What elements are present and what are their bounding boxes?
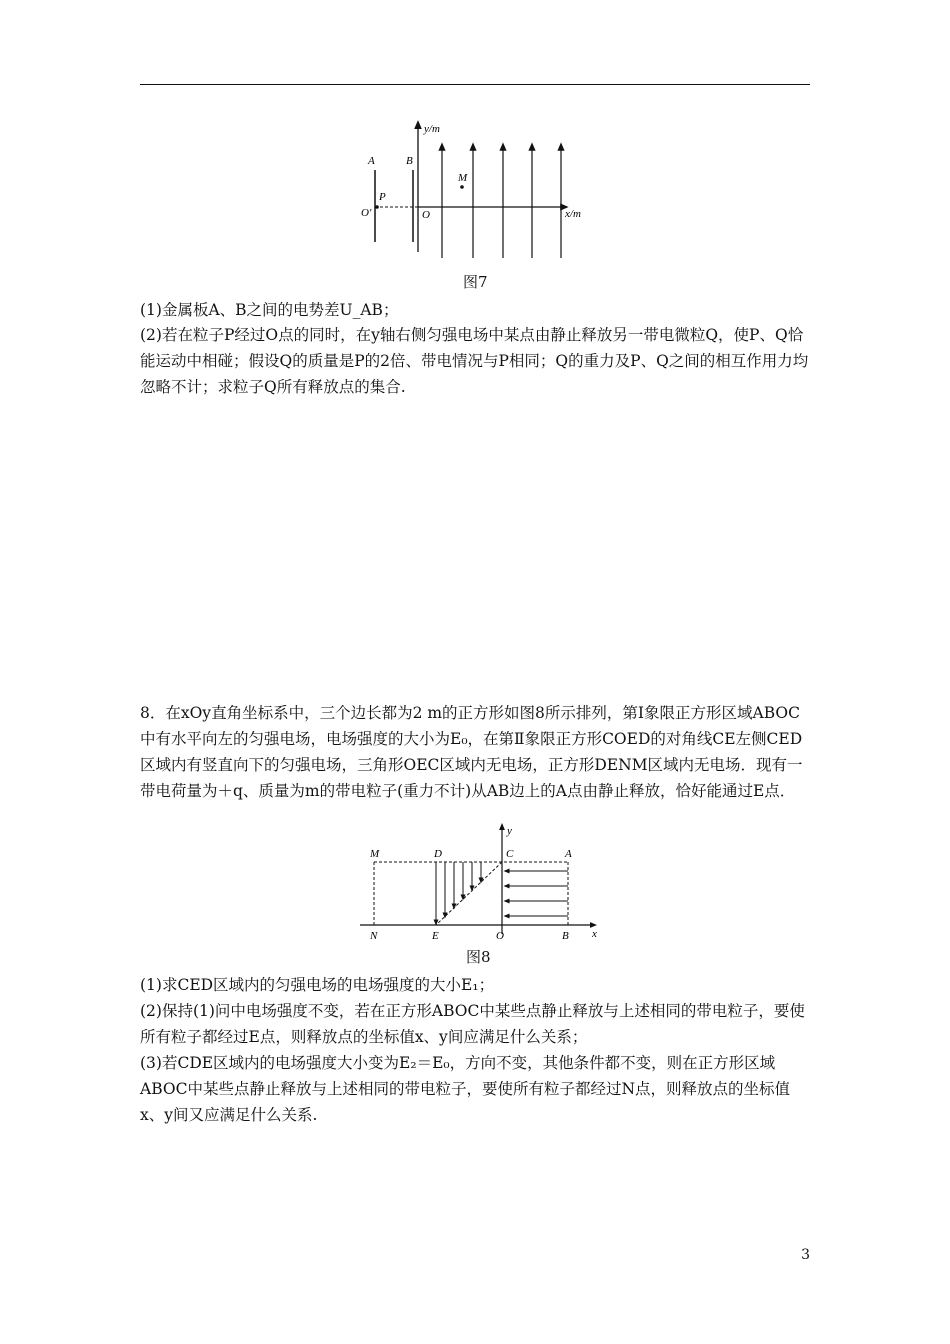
q8-part-3: (3)若CDE区域内的电场强度大小变为E₂＝E₀，方向不变，其他条件都不变，则在正方形区域ABOC中某些点静止释放与上述相同的带电粒子，要使所有粒子都经过N点，则释放点的坐标值x、y间又应满足什么关系. bbox=[140, 1054, 791, 1124]
y-axis-label: y/m bbox=[424, 123, 440, 135]
page-number: 3 bbox=[801, 1247, 810, 1263]
x-axis-label: x/m bbox=[565, 208, 581, 220]
y-label: y bbox=[507, 825, 512, 837]
label-d: D bbox=[434, 848, 442, 860]
figure-7-caption: 图7 bbox=[463, 273, 488, 291]
label-e: E bbox=[432, 930, 439, 942]
label-b: B bbox=[562, 930, 569, 942]
field-lines bbox=[442, 146, 561, 258]
point-m bbox=[460, 185, 464, 189]
label-n: N bbox=[370, 930, 378, 942]
x-label: x bbox=[592, 928, 597, 940]
downward-field bbox=[436, 862, 481, 923]
q8-stem: 8．在xOy直角坐标系中，三个边长都为2 m的正方形如图8所示排列，第Ⅰ象限正方形区域ABOC中有水平向左的匀强电场，电场强度的大小为E₀，在第Ⅱ象限正方形COED的对角线CE左侧CED区域内有竖直向下的匀强电场，三角形OEC区域内无电场，正方形DENM区域内无电场．现有一带电荷量为＋q、质量为m的带电粒子(重力不计)从AB边上的A点由静止释放，恰好能通过E点． bbox=[140, 704, 803, 800]
diagonal-ce bbox=[436, 862, 502, 925]
label-o: O bbox=[422, 209, 430, 221]
q7-part-1: (1)金属板A、B之间的电势差U_AB； bbox=[140, 301, 399, 319]
header-rule bbox=[140, 84, 810, 85]
label-m: M bbox=[370, 848, 380, 860]
label-o-prime: O′ bbox=[361, 207, 372, 219]
label-a: A bbox=[368, 155, 375, 167]
label-p: P bbox=[379, 191, 386, 203]
label-b: B bbox=[406, 155, 413, 167]
label-o: O bbox=[496, 930, 504, 942]
label-a: A bbox=[565, 848, 572, 860]
point-p bbox=[375, 205, 379, 209]
label-m: M bbox=[458, 172, 468, 184]
label-c: C bbox=[506, 848, 514, 860]
figure-8 bbox=[356, 822, 616, 944]
figure-8-caption: 图8 bbox=[466, 948, 491, 966]
leftward-field bbox=[506, 871, 568, 916]
q8-part-1: (1)求CED区域内的匀强电场的电场强度的大小E₁； bbox=[140, 976, 495, 994]
q7-part-2: (2)若在粒子P经过O点的同时，在y轴右侧匀强电场中某点由静止释放另一带电微粒Q，使P、Q恰能运动中相碰；假设Q的质量是P的2倍、带电情况与P相同；Q的重力及P、Q之间的相互作用力均忽略不计；求粒子Q所有释放点的集合. bbox=[140, 326, 809, 396]
figure-7 bbox=[360, 120, 600, 265]
q8-part-2: (2)保持(1)问中电场强度不变，若在正方形ABOC中某些点静止释放与上述相同的带电粒子，要使所有粒子都经过E点，则释放点的坐标值x、y间应满足什么关系； bbox=[140, 1002, 805, 1046]
